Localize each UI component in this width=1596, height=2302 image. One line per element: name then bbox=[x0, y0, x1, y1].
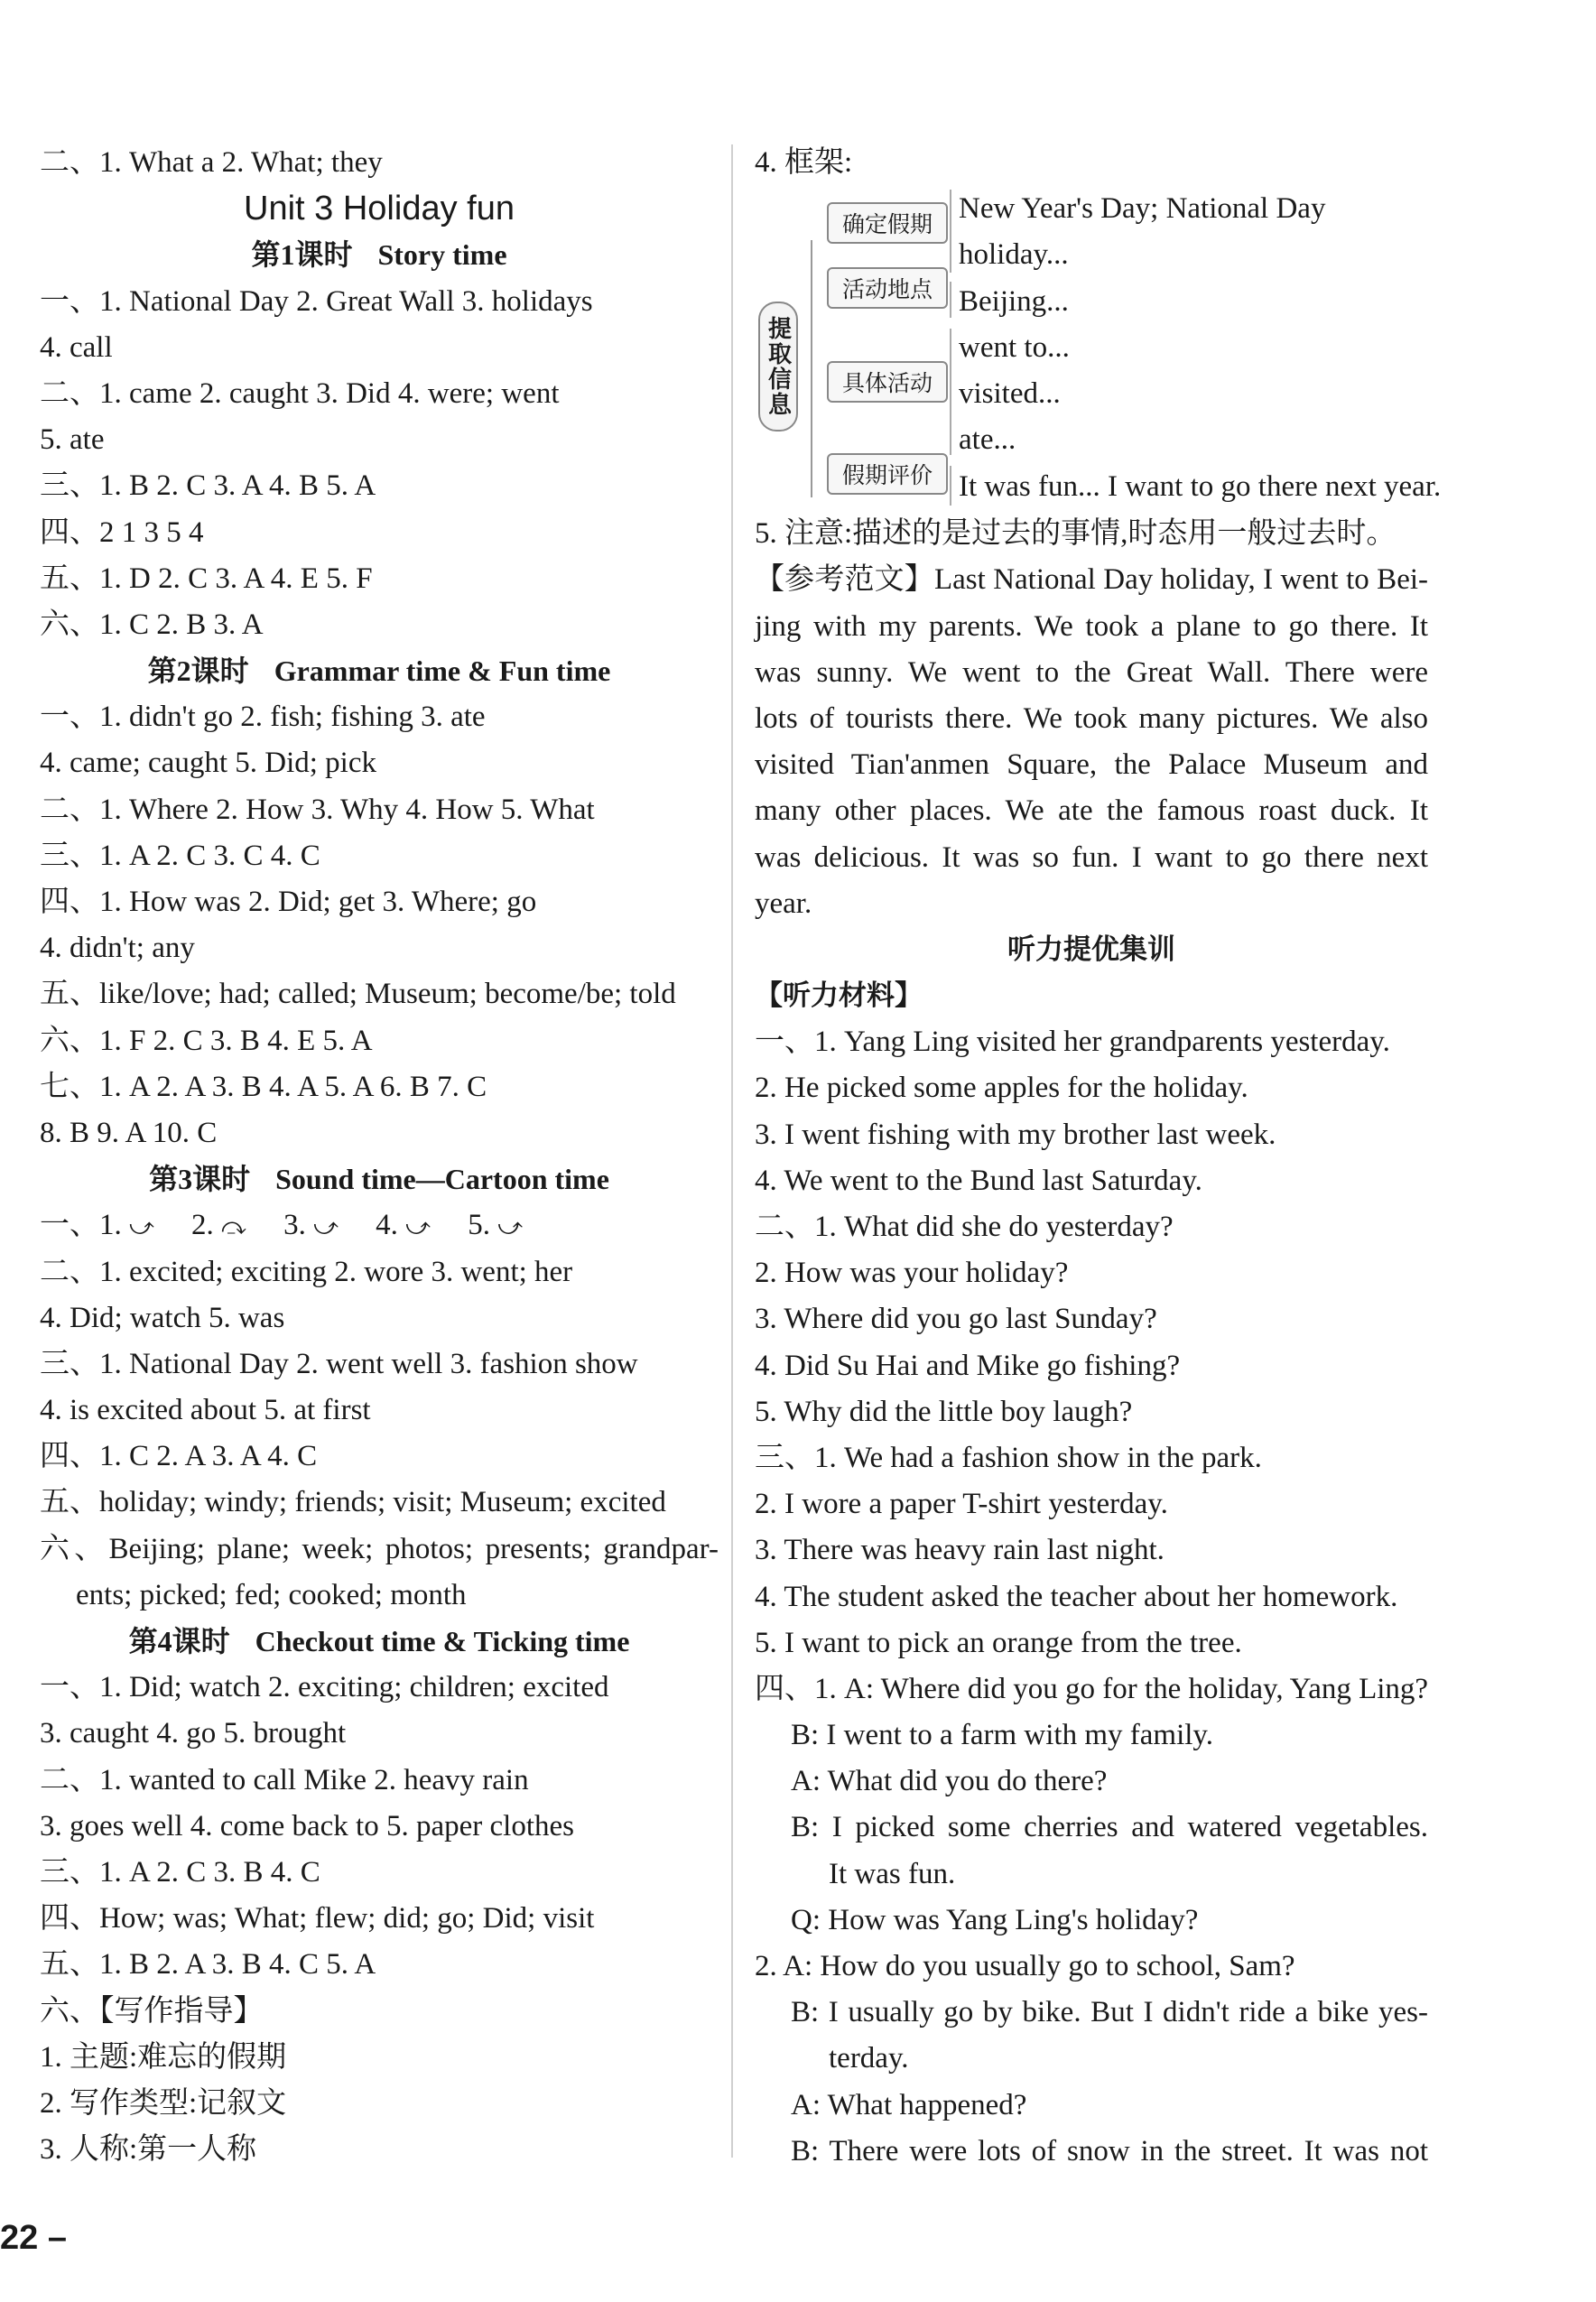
dialogue-line: terday. bbox=[829, 2042, 909, 2075]
answer-line: 4. call bbox=[40, 330, 113, 364]
page-number: 22 – bbox=[0, 2219, 67, 2257]
dialogue-line: A: What happened? bbox=[791, 2088, 1027, 2121]
rising-intonation-icon: ⤻ bbox=[497, 1213, 523, 1241]
intonation-item bbox=[99, 1209, 154, 1241]
item-number: 5. bbox=[468, 1209, 490, 1242]
listening-line: 4. The student asked the teacher about her homework. bbox=[755, 1580, 1398, 1613]
listening-line: 四、1. A: Where did you go for the holiday, Yang Ling? bbox=[755, 1672, 1429, 1705]
framework-title: 4. 框架: bbox=[755, 146, 853, 179]
rising-intonation-icon: ⤻ bbox=[313, 1213, 339, 1241]
framework-text: It was fun... I want to go there next year. bbox=[959, 470, 1442, 504]
right-column bbox=[755, 140, 1442, 2175]
listening-line: 2. How was your holiday? bbox=[755, 1257, 1069, 1290]
listening-line: 3. Where did you go last Sunday? bbox=[755, 1303, 1157, 1336]
answer-line: 三、1. National Day 2. went well 3. fashion show bbox=[40, 1347, 638, 1380]
answer-line: 五、holiday; windy; friends; visit; Museum; excited bbox=[40, 1486, 666, 1519]
essay-line: 【参考范文】Last National Day holiday, I went to Bei- bbox=[755, 563, 1428, 597]
listening-line: 一、1. Yang Ling visited her grandparents yesterday. bbox=[755, 1026, 1390, 1059]
lesson-1-answers bbox=[40, 279, 719, 649]
answer-line: 七、1. A 2. A 3. B 4. A 5. A 6. B 7. C bbox=[40, 1070, 487, 1103]
answer-line: 8. B 9. A 10. C bbox=[40, 1116, 218, 1149]
dialogue-block bbox=[755, 2129, 1428, 2175]
answer-line: 二、1. wanted to call Mike 2. heavy rain bbox=[40, 1763, 529, 1796]
intonation-answers bbox=[40, 1202, 719, 1248]
listening-line: 2. He picked some apples for the holiday. bbox=[755, 1072, 1248, 1105]
lesson-3-answers bbox=[40, 1202, 719, 1619]
lesson-number: 第2课时 bbox=[147, 654, 249, 688]
answer-line: 4. came; caught 5. Did; pick bbox=[40, 747, 376, 780]
lesson-number: 第4课时 bbox=[128, 1625, 230, 1657]
lesson-number: 第1课时 bbox=[251, 238, 353, 272]
answer-line: ents; picked; fed; cooked; month bbox=[76, 1578, 467, 1611]
answer-line: 4. is excited about 5. at first bbox=[40, 1394, 371, 1427]
intonation-item bbox=[191, 1209, 246, 1241]
answer-line: 3. goes well 4. come back to 5. paper clothes bbox=[40, 1809, 574, 1843]
item-number: 4. bbox=[376, 1209, 398, 1242]
framework-box-holiday: 确定假期 bbox=[827, 202, 948, 244]
answer-line: 2. 写作类型:记叙文 bbox=[40, 2086, 287, 2120]
essay-line: year. bbox=[755, 886, 812, 920]
answer-line: 四、1. How was 2. Did; get 3. Where; go bbox=[40, 886, 537, 918]
answer-line: 二、1. Where 2. How 3. Why 4. How 5. What bbox=[40, 793, 595, 826]
listening-line: 3. I went fishing with my brother last week. bbox=[755, 1118, 1276, 1151]
listening-material bbox=[755, 1019, 1428, 2175]
answer-line: 一、1. Did; watch 2. exciting; children; excited bbox=[40, 1671, 609, 1704]
answer-line: 二、1. came 2. caught 3. Did 4. were; went bbox=[40, 376, 560, 410]
essay-line: jing with my parents. We took a plane to go there. It bbox=[755, 609, 1428, 643]
lesson-3-heading bbox=[40, 1156, 719, 1202]
answer-line: 二、1. What a 2. What; they bbox=[40, 146, 383, 179]
answer-line: 六、【写作指导】 bbox=[40, 1994, 264, 2028]
framework-diagram bbox=[755, 186, 1442, 511]
dialogue-block bbox=[755, 1990, 1428, 2036]
dialogue-line: A: What did you do there? bbox=[791, 1765, 1108, 1798]
listening-line: 三、1. We had a fashion show in the park. bbox=[755, 1441, 1262, 1474]
listening-line: 4. We went to the Bund last Saturday. bbox=[755, 1164, 1202, 1197]
lesson-1-heading bbox=[40, 232, 719, 278]
listening-section-title: 听力提优集训 bbox=[1007, 933, 1175, 966]
framework-text: Beijing... bbox=[959, 285, 1069, 319]
essay-line: many other places. We ate the famous roast duck. It bbox=[755, 794, 1428, 828]
dialogue-line: B: There were lots of snow in the street. It was not bbox=[791, 2134, 1428, 2167]
answer-line: 四、1. C 2. A 3. A 4. C bbox=[40, 1440, 318, 1473]
dialogue-line: B: I usually go by bike. But I didn't ride a bike yes- bbox=[791, 1996, 1428, 2029]
column-divider bbox=[731, 144, 733, 2158]
writing-note: 5. 注意:描述的是过去的事情,时态用一般过去时。 bbox=[755, 517, 1396, 551]
essay-line: lots of tourists there. We took many pictures. We also bbox=[755, 701, 1428, 735]
lesson-2-answers bbox=[40, 694, 719, 1156]
left-column bbox=[40, 140, 719, 2173]
unit-title: Unit 3 Holiday fun bbox=[244, 190, 515, 228]
answer-line: 三、1. B 2. C 3. A 4. B 5. A bbox=[40, 469, 376, 503]
framework-box-place: 活动地点 bbox=[827, 267, 948, 309]
answer-line: 四、2 1 3 5 4 bbox=[40, 515, 204, 549]
question-prefix: 一、 bbox=[40, 1209, 99, 1242]
framework-separator bbox=[950, 329, 951, 455]
listening-line: 5. Why did the little boy laugh? bbox=[755, 1395, 1133, 1428]
framework-text: holiday... bbox=[959, 238, 1069, 272]
answer-line: 五、like/love; had; called; Museum; become/be; told bbox=[40, 978, 676, 1011]
answer-line: 3. caught 4. go 5. brought bbox=[40, 1717, 347, 1750]
answer-line: 六、1. F 2. C 3. B 4. E 5. A bbox=[40, 1024, 373, 1057]
framework-text: visited... bbox=[959, 377, 1061, 411]
answer-line: 4. didn't; any bbox=[40, 932, 195, 965]
listening-line: 5. I want to pick an orange from the tree. bbox=[755, 1626, 1242, 1659]
essay-line: was sunny. We went to the Great Wall. There were bbox=[755, 655, 1428, 689]
falling-intonation-icon: ⤼ bbox=[221, 1213, 246, 1241]
item-number: 1. bbox=[99, 1209, 122, 1242]
dialogue-block bbox=[755, 1805, 1428, 1851]
answer-line: 六、1. C 2. B 3. A bbox=[40, 608, 264, 641]
answer-line: 一、1. didn't go 2. fish; fishing 3. ate bbox=[40, 701, 486, 734]
answer-line: 三、1. A 2. C 3. C 4. C bbox=[40, 839, 320, 872]
rising-intonation-icon: ⤻ bbox=[405, 1213, 431, 1241]
dialogue-line: Q: How was Yang Ling's holiday? bbox=[791, 1903, 1199, 1936]
lesson-title: Grammar time & Fun time bbox=[274, 654, 611, 688]
intonation-item bbox=[283, 1209, 339, 1241]
listening-line: 3. There was heavy rain last night. bbox=[755, 1534, 1165, 1567]
framework-separator bbox=[950, 466, 951, 506]
dialogue-line: B: I picked some cherries and watered vegetables. bbox=[791, 1811, 1428, 1844]
answer-line: 3. 人称:第一人称 bbox=[40, 2133, 257, 2167]
listening-line: 2. I wore a paper T-shirt yesterday. bbox=[755, 1488, 1168, 1521]
sample-essay bbox=[755, 557, 1428, 927]
listening-line: 二、1. What did she do yesterday? bbox=[755, 1211, 1174, 1243]
framework-box-activities: 具体活动 bbox=[827, 361, 948, 403]
lesson-4-answers bbox=[40, 1665, 719, 2173]
answer-line: 六、Beijing; plane; week; photos; presents; grandpar- bbox=[40, 1532, 719, 1565]
listening-material-label: 【听力材料】 bbox=[755, 979, 923, 1013]
lesson-4-heading bbox=[40, 1619, 719, 1665]
essay-line: was delicious. It was so fun. I want to go there next bbox=[755, 840, 1428, 874]
dialogue-line: B: I went to a farm with my family. bbox=[791, 1719, 1214, 1752]
answer-line: 4. Did; watch 5. was bbox=[40, 1301, 285, 1334]
intonation-item bbox=[376, 1209, 431, 1241]
dialogue-line: 2. A: How do you usually go to school, Sam? bbox=[755, 1950, 1295, 1982]
framework-separator bbox=[950, 190, 951, 273]
answer-line: 二、1. excited; exciting 2. wore 3. went; her bbox=[40, 1255, 573, 1288]
item-number: 3. bbox=[283, 1209, 306, 1242]
lesson-2-heading bbox=[40, 648, 719, 694]
lesson-title: Checkout time & Ticking time bbox=[255, 1625, 630, 1657]
rising-intonation-icon: ⤻ bbox=[129, 1213, 154, 1241]
answer-line: 五、1. B 2. A 3. B 4. C 5. A bbox=[40, 1948, 376, 1982]
answer-line: 1. 主题:难忘的假期 bbox=[40, 2040, 287, 2074]
answer-line: 5. ate bbox=[40, 423, 105, 457]
framework-text: went to... bbox=[959, 331, 1070, 365]
dialogue-line: It was fun. bbox=[829, 1857, 956, 1890]
answer-line: 五、1. D 2. C 3. A 4. E 5. F bbox=[40, 562, 373, 595]
essay-line: visited Tian'anmen Square, the Palace Museum and bbox=[755, 748, 1428, 782]
intonation-item bbox=[468, 1209, 523, 1241]
lesson-number: 第3课时 bbox=[149, 1163, 251, 1196]
lesson-title: Sound time—Cartoon time bbox=[275, 1163, 609, 1196]
item-number: 2. bbox=[191, 1209, 214, 1242]
answer-line: 三、1. A 2. C 3. B 4. C bbox=[40, 1855, 320, 1889]
framework-separator bbox=[950, 282, 951, 318]
framework-text: New Year's Day; National Day bbox=[959, 192, 1326, 226]
framework-text: ate... bbox=[959, 423, 1016, 457]
listening-line: 4. Did Su Hai and Mike go fishing? bbox=[755, 1349, 1181, 1382]
lesson-title: Story time bbox=[377, 238, 507, 272]
extract-info-label: 提取信息 bbox=[758, 302, 798, 432]
framework-box-evaluation: 假期评价 bbox=[827, 453, 948, 495]
answer-line: 四、How; was; What; flew; did; go; Did; visit bbox=[40, 1902, 595, 1935]
answer-line: 一、1. National Day 2. Great Wall 3. holidays bbox=[40, 284, 593, 318]
